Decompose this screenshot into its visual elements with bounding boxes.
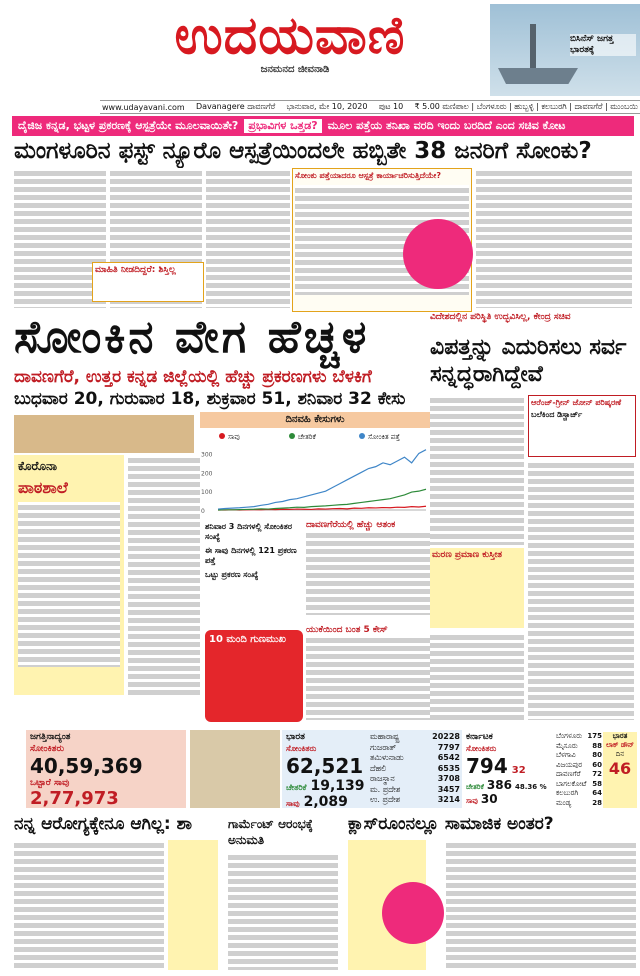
y-tick-label: 0: [201, 508, 205, 515]
district-row: [556, 732, 602, 742]
state-row: [370, 785, 460, 796]
karnataka-stats: [466, 730, 556, 808]
street-photo: [14, 415, 194, 453]
india-state-list: [370, 732, 460, 808]
sand-art-photo: [190, 730, 280, 808]
world-deaths-label: ಒಟ್ಟಾರೆ ಸಾವು: [30, 778, 70, 788]
world-infected: 40,59,369: [30, 754, 143, 778]
bullet-2: ಈ ಸಾವು ದಿನಗಳಲ್ಲಿ 121 ಪ್ರಕರಣ ಪತ್ತೆ: [205, 546, 297, 565]
district-row: [556, 770, 602, 780]
lead-sidebox: [92, 262, 204, 302]
orange-zone-box: [528, 395, 636, 457]
india-infected: 62,521: [286, 754, 364, 778]
state-row: [370, 774, 460, 785]
breaking-bar: [12, 116, 634, 136]
world-stats: [26, 730, 186, 808]
lockdown-badge: ಲಾಕ್ ಡೌನ್: [605, 741, 635, 749]
district-value: 28: [592, 798, 602, 807]
right-column-3: [430, 632, 524, 722]
side-promo[interactable]: [490, 4, 640, 96]
district-value: 175: [587, 732, 602, 740]
state-name: ಮ. ಪ್ರದೇಶ: [370, 784, 401, 794]
karnataka-label: ಕರ್ನಾಟಕ: [466, 732, 493, 742]
state-row: [370, 743, 460, 754]
district-name: ಬೆಳಗಾವಿ: [556, 751, 576, 759]
district-name: ಬಾಗಲಕೋಟೆ: [556, 779, 587, 788]
state-value: 3457: [437, 784, 460, 794]
death-rate-title: ಮರಣ ಪ್ರಮಾಣ ಕುಸ್ತೀತ: [432, 550, 503, 560]
death-rate-box: [430, 548, 524, 628]
lead-box-title: ಸೋಂಕು ಪತ್ತೆಯಾದರೂ ಆಸ್ಪತ್ರೆ ಕಾರ್ಯಾಚರಿಸುತ್ತಿದೆಯೇ?: [295, 171, 442, 180]
karnataka-infected-label: ಸೋಂಕಿತರು: [466, 744, 497, 753]
bottom-right-text: [446, 840, 636, 970]
karnataka-recovered: 386: [486, 778, 512, 792]
y-tick-label: 200: [201, 470, 213, 478]
india-recovered: 19,139: [310, 778, 365, 794]
lead-headline[interactable]: ಮಂಗಳೂರಿನ ಫಸ್ಟ್ ನ್ಯೂರೊ ಆಸ್ಪತ್ರೆಯಿಂದಲೇ ಹಬ್ಬಿತೇ 38 ಜನರಿಗೆ ಸೋಂಕು?: [14, 138, 592, 164]
state-value: 7797: [437, 742, 460, 752]
district-name: ಮೈಸೂರು: [556, 741, 578, 750]
karnataka-pct: 48.36 %: [514, 783, 547, 791]
breaking-item-1[interactable]: ದೈಜಿಜ ಕನ್ನಡ, ಭಟ್ಟಳ ಪ್ರಕರಣಕ್ಕೆ ಆಸ್ಪತ್ರೆಯೇ ಮೂಲವಾಯಿತೇ?: [18, 119, 239, 132]
state-value: 6542: [437, 753, 460, 762]
issue-date: ಭಾನುವಾರ, ಮೇ 10, 2020: [286, 102, 368, 111]
masthead-tagline: ಜನಮನದ ಜೀವನಾಡಿ: [260, 64, 330, 75]
orange-zone-title: ಆರೆಂಜ್-ಗ್ರೀನ್ ಜೋನ್ ಪರಿಷ್ಕರಣೆ: [531, 398, 622, 407]
state-name: ರಾಜಸ್ಥಾನ: [370, 774, 395, 783]
district-row: [556, 780, 602, 790]
state-name: ಗುಜರಾತ್: [370, 742, 397, 752]
bottom-right-headline[interactable]: ಕ್ಲಾಸ್‌ರೂಂನಲ್ಲೂ ಸಾಮಾಜಿಕ ಅಂತರ?: [348, 814, 554, 834]
legend-swatch: [289, 433, 295, 439]
bottom-mid-text: [228, 852, 338, 970]
ship-mast-icon: [530, 24, 536, 69]
main-subhead: ದಾವಣಗೆರೆ, ಉತ್ತರ ಕನ್ನಡ ಜಿಲ್ಲೆಯಲ್ಲಿ ಹೆಚ್ಚು ಪ್ರಕರಣಗಳು ಬೆಳಕಿಗೆ: [14, 367, 372, 387]
state-row: [370, 795, 460, 806]
state-name: ದೆಹಲಿ: [370, 763, 387, 773]
lead-sidebox-title: ಮಾಹಿತಿ ನೀಡದಿದ್ದರೆ: ಶಿಸ್ತಿಲ್ಲ: [95, 265, 176, 275]
page-count: ಪುಟ 10: [378, 102, 404, 111]
lockdown-label: ಭಾರತ: [612, 732, 628, 740]
district-name: ದಾವಣಗೆರೆ: [556, 770, 581, 778]
main-subhead-cases: ಬುಧವಾರ 20, ಗುರುವಾರ 18, ಶುಕ್ರವಾರ 51, ಶನಿವಾರ 32 ಕೇಸು: [14, 389, 406, 409]
district-row: [556, 761, 602, 771]
lead-column-3: [206, 168, 290, 308]
pink-circle-graphic: [403, 219, 473, 289]
uttara-title: ಯುಕೆಯಿಂದ ಬಂತ 5 ಕೇಸ್: [306, 625, 388, 635]
district-row: [556, 799, 602, 809]
district-name: ಬೆಂಗಳೂರು: [556, 732, 583, 740]
legend-label: ಚೇತರಿಕೆ: [298, 433, 316, 441]
davangere-title: ದಾವಣಗೆರೆಯಲ್ಲಿ ಹೆಚ್ಚು ಆತಂಕ: [306, 520, 396, 530]
edition: Davanagere ದಾವಣಗೆರೆ: [195, 102, 276, 111]
state-value: 6535: [437, 763, 460, 773]
district-name: ವಿಜಯಪುರ: [556, 760, 583, 769]
daily-cases-chart: [200, 430, 430, 516]
series-line: [218, 450, 426, 509]
bullet-3: ಒಟ್ಟು ಪ್ರಕರಣ ಸಂಖ್ಯೆ: [205, 570, 259, 579]
india-infected-label: ಸೋಂಕಿತರು: [286, 744, 317, 753]
corona-box-text: [18, 502, 120, 667]
state-row: [370, 764, 460, 775]
world-deaths: 2,77,973: [30, 788, 119, 809]
davangere-box: [306, 520, 430, 620]
lockdown-counter: [603, 732, 637, 808]
india-deaths: 2,089: [303, 794, 348, 810]
lockdown-days-label: ದಿನ: [615, 750, 625, 758]
uttara-text: [306, 635, 430, 720]
right-column-2: [528, 460, 634, 720]
davangere-text: [306, 530, 430, 615]
y-tick-label: 100: [201, 489, 213, 497]
uttara-box: [306, 625, 430, 725]
state-row: [370, 753, 460, 764]
district-row: [556, 742, 602, 752]
right-headline[interactable]: ವಿಪತ್ತನ್ನು ಎದುರಿಸಲು ಸರ್ವ ಸನ್ನದ್ಧರಾಗಿದ್ದೇವೆ: [430, 335, 627, 387]
recovered-title: 10 ಮಂದಿ ಗುಣಮುಖ: [209, 634, 286, 645]
bottom-mid-headline[interactable]: ಗಾರ್ಮೆಂಟ್ ಆರಂಭಕ್ಕೆ ಅನುಮತಿ: [228, 817, 313, 847]
info-bar: [100, 100, 640, 114]
lockdown-days: 46: [608, 759, 632, 778]
district-value: 60: [592, 760, 602, 769]
karnataka-district-list: [556, 732, 602, 808]
chart-title: ದಿನವಹಿ ಕೇಸುಗಳು: [200, 412, 430, 428]
state-value: 20228: [432, 732, 460, 741]
pink-badge: [382, 882, 444, 944]
masthead-title: ಉದಯವಾಣಿ: [174, 5, 406, 66]
bottom-left-text: [14, 840, 164, 970]
right-column-1: [430, 395, 524, 545]
breaking-item-3[interactable]: ಮೂಲ ಪತ್ತೆಯ ತನಿಖಾ ವರದಿ ಇಂದು ಬರದಿದೆ ಎಂದ ಸಚಿವ ಕೋಟ: [327, 119, 566, 132]
recovered-box: [205, 630, 303, 722]
legend-label: ಸೋಂಕಿತ ಪತ್ತೆ: [368, 433, 400, 441]
india-deaths-label: ಸಾವು: [286, 799, 300, 808]
karnataka-new: 32: [511, 765, 526, 776]
district-value: 58: [592, 779, 602, 788]
bullet-1: ಶನಿವಾರ 3 ದಿನಗಳಲ್ಲಿ ಸೋಂಕಿತರ ಸಂಖ್ಯೆ: [205, 522, 293, 541]
ship-icon: [498, 44, 578, 84]
district-name: ಕಲಬುರಗಿ: [556, 789, 579, 797]
website[interactable]: www.udayavani.com: [102, 102, 185, 112]
state-value: 3708: [437, 774, 460, 783]
right-kicker: ವಿದೇಶದಲ್ಲಿನ ಪರಿಸ್ಥಿತಿ ಉದ್ಭವಿಸಿಲ್ಲ, ಕೇಂದ್ರ ಸಚಿವ: [430, 312, 571, 322]
karnataka-infected: 794: [466, 754, 508, 778]
district-row: [556, 789, 602, 799]
district-value: 72: [592, 770, 602, 778]
y-tick-label: 300: [201, 451, 213, 459]
breaking-item-2[interactable]: ಪ್ರಭಾವಿಗಳ ಒತ್ತಡ?: [244, 119, 321, 133]
corona-word: ಪಾಠಶಾಲೆ: [18, 478, 68, 497]
state-name: ತಮಿಳುನಾಡು: [370, 753, 404, 762]
corona-badge: ಕೊರೊನಾ: [18, 459, 57, 473]
district-value: 80: [592, 751, 602, 759]
corona-pathashale-box: [14, 455, 124, 695]
state-row: [370, 732, 460, 743]
legend-swatch: [219, 433, 225, 439]
bottom-left-headline[interactable]: ನನ್ನ ಆರೋಗ್ಯಕ್ಕೇನೂ ಆಗಿಲ್ಲ: ಶಾ: [14, 814, 192, 834]
bottom-left-sidebar: [168, 840, 218, 970]
karnataka-deaths-label: ಸಾವು: [466, 797, 478, 805]
main-column-1: [128, 455, 200, 695]
district-value: 64: [592, 789, 602, 797]
main-headline[interactable]: ಸೋಂಕಿನ ವೇಗ ಹೆಚ್ಚಳ: [14, 310, 370, 363]
karnataka-recovered-label: ಚೇತರಿಕೆ: [466, 783, 484, 791]
legend-swatch: [359, 433, 365, 439]
lead-feature-box: [292, 168, 472, 312]
discharge-title: ಬಲೆಕಿಂದ ಡಿಸ್ಚಾರ್ಜ್: [531, 410, 583, 419]
state-value: 3214: [437, 795, 460, 804]
promo-caption: ಬಿಸಿನೆಸ್ ಜಗತ್ತ ಭಾರತಕ್ಕೆ: [570, 34, 636, 56]
world-label: ಜಗತ್ತಿನಾದ್ಯಂತ: [30, 732, 71, 742]
state-name: ಉ. ಪ್ರದೇಶ: [370, 795, 401, 804]
india-recovered-label: ಚೇತರಿಕೆ: [286, 783, 307, 792]
district-row: [556, 751, 602, 761]
right-brief-column: [476, 168, 632, 308]
karnataka-deaths: 30: [480, 792, 498, 806]
india-label: ಭಾರತ: [286, 732, 305, 742]
price-cities: ₹ 5.00 ಮಣಿಪಾಲ | ಬೆಂಗಳೂರು | ಹುಬ್ಬಳ್ಳಿ | ಕಲಬುರಗಿ | ದಾವಣಗೆರೆ | ಮುಂಬಯಿ: [414, 102, 638, 111]
legend-label: ಸಾವು: [228, 433, 240, 441]
world-infected-label: ಸೋಂಕಿತರು: [30, 744, 65, 754]
district-value: 88: [592, 741, 602, 750]
district-name: ಮಂಡ್ಯ: [556, 798, 572, 807]
state-name: ಮಹಾರಾಷ್ಟ್ರ: [370, 732, 400, 741]
